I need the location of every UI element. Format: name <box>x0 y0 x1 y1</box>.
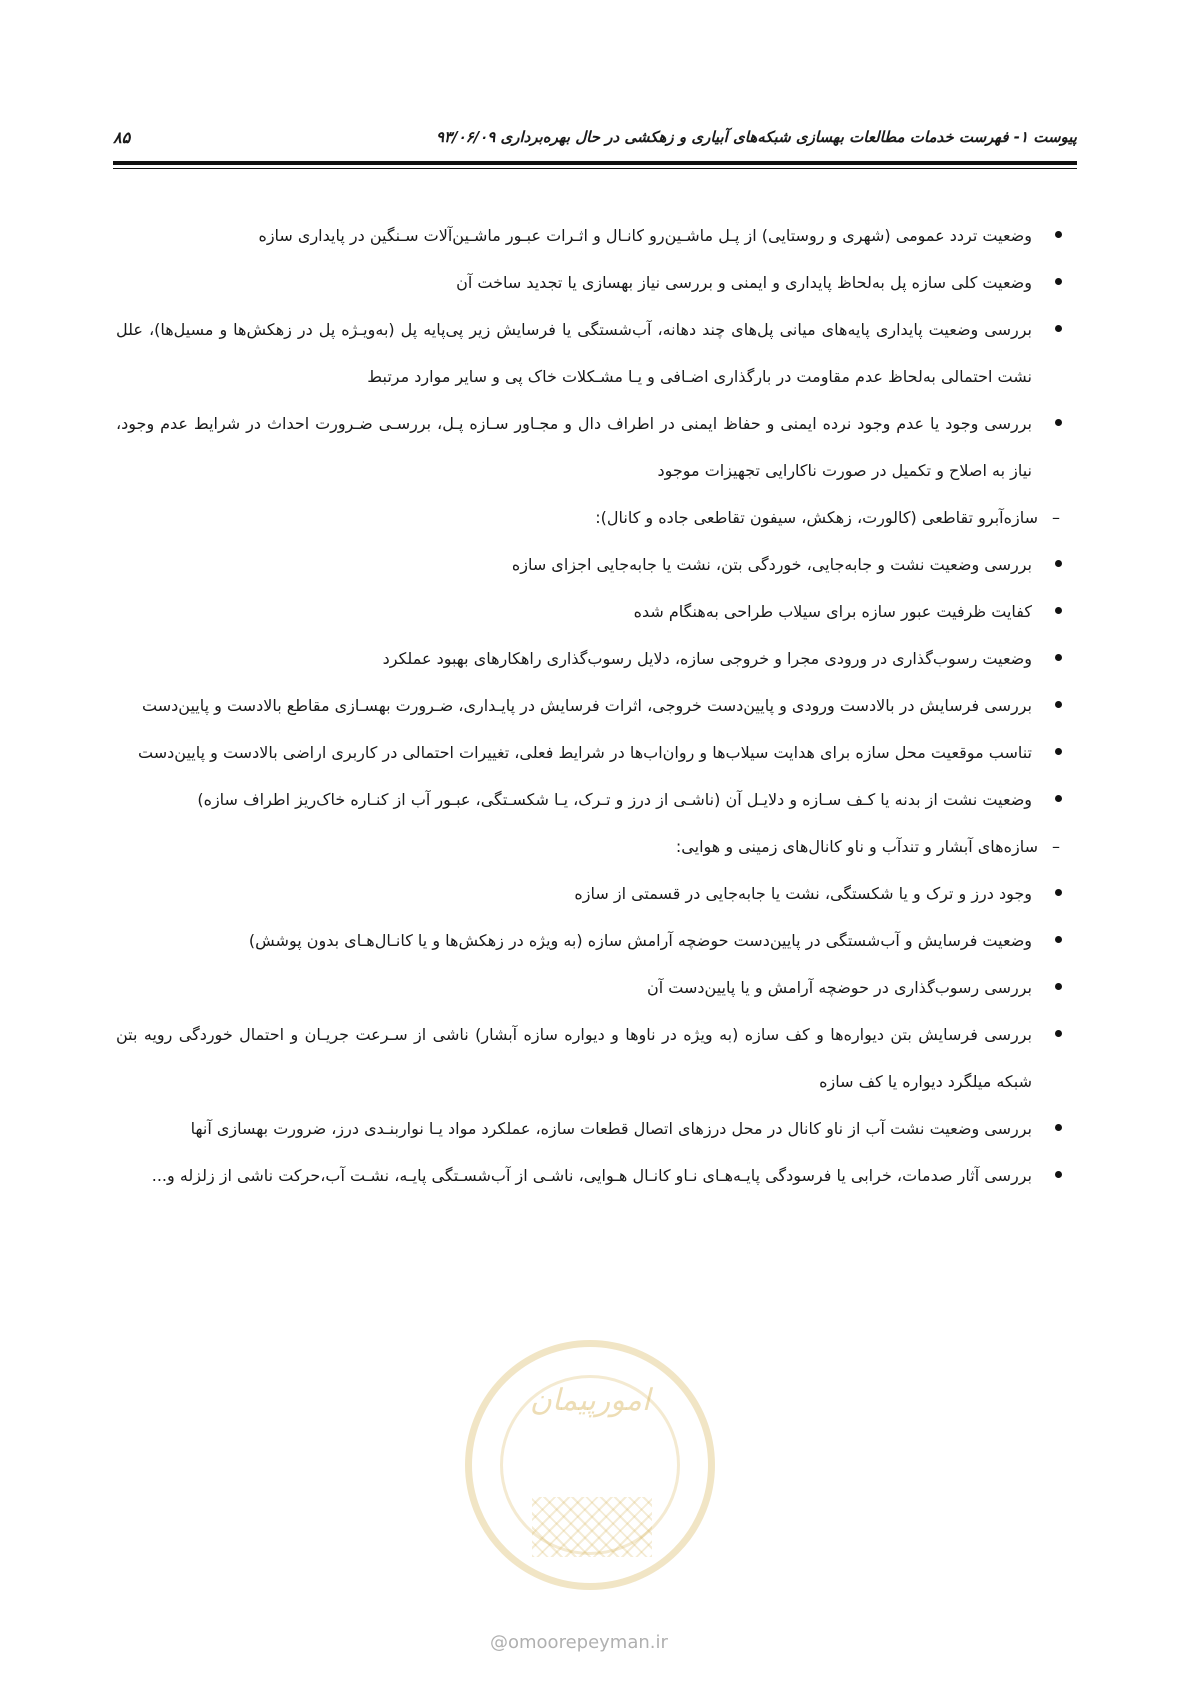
list-item <box>116 306 1070 400</box>
section-heading-text: سازه‌های آبشار و تندآب و ناو کانال‌های زمینی و هوایی: <box>675 837 1038 856</box>
header-title: پیوست ۱- فهرست خدمات مطالعات بهسازی شبکه‌های آبیاری و زهکشی در حال بهره‌برداری ۹۳/۰۶/۰۹ <box>436 128 1077 146</box>
list-item <box>116 1152 1070 1199</box>
page-number: ۸۵ <box>113 128 131 147</box>
list-item <box>116 1105 1070 1152</box>
list-item <box>116 964 1070 1011</box>
bullet-icon <box>1055 795 1062 802</box>
bullet-icon <box>1055 231 1062 238</box>
section-heading-text: سازه‌آبرو تقاطعی (کالورت، زهکش، سیفون تقاطعی جاده و کانال): <box>595 508 1038 527</box>
page-header <box>113 128 1077 154</box>
list-item-text: وضعیت رسوب‌گذاری در ورودی مجرا و خروجی سازه، دلایل رسوب‌گذاری راهکارهای بهبود عملکرد <box>382 649 1032 668</box>
bullet-icon <box>1055 1171 1062 1178</box>
list-item-text: وضعیت نشت از بدنه یا کـف سـازه و دلایـل آن (ناشـی از درز و تـرک، یـا شکسـتگی، عبـور آب از کنـاره خاک‌ریز اطراف سازه) <box>197 790 1032 809</box>
bullet-icon <box>1055 889 1062 896</box>
bullet-icon <box>1055 1030 1062 1037</box>
list-item-text: بررسی فرسایش بتن دیواره‌ها و کف سازه (به ویژه در ناوها و دیواره سازه آبشار) ناشی از سـرعت جریـان و احتمال خوردگی رویه بتن شبکه میلگرد دیواره یا کف سازه <box>116 1025 1032 1091</box>
list-item-text: وضعیت کلی سازه پل به‌لحاظ پایداری و ایمنی و بررسی نیاز بهسازی یا تجدید ساخت آن <box>456 273 1032 292</box>
bullet-icon <box>1055 748 1062 755</box>
list-item-text: بررسی وضعیت نشت آب از ناو کانال در محل درزهای اتصال قطعات سازه، عملکرد مواد یـا نواربنـدی درز، ضرورت بهسازی آنها <box>190 1119 1032 1138</box>
section-heading-culvert <box>116 494 1060 541</box>
list-item <box>116 541 1070 588</box>
list-item-text: بررسی رسوب‌گذاری در حوضچه آرامش و یا پایین‌دست آن <box>647 978 1032 997</box>
list-item-text: بررسی آثار صدمات، خرابی یا فرسودگی پایـه‌هـای نـاو کانـال هـوایی، ناشـی از آب‌شسـتگی پایـه، نشـت آب،حرکت ناشی از زلزله و... <box>151 1166 1032 1185</box>
bullet-icon <box>1055 701 1062 708</box>
watermark-grid-icon <box>532 1497 652 1557</box>
list-item-text: بررسی وضعیت پایداری پایه‌های میانی پل‌های چند دهانه، آب‌شستگی یا فرسایش زیر پی‌پایه پل (به‌ویـژه پل در زهکش‌ها و مسیل‌ها)، علل نشت احتمالی به‌لحاظ عدم مقاومت در بارگذاری اضـافی و یـا مشـکلات خاک پی و سایر موارد مرتبط <box>116 320 1032 386</box>
watermark-logo <box>465 1340 715 1590</box>
header-rule-thin <box>113 168 1077 169</box>
list-item <box>116 400 1070 494</box>
bullet-icon <box>1055 1124 1062 1131</box>
bullet-icon <box>1055 419 1062 426</box>
dash-icon: – <box>1052 837 1060 856</box>
list-item <box>116 1011 1070 1105</box>
list-item <box>116 729 1070 776</box>
list-item-text: کفایت ظرفیت عبور سازه برای سیلاب طراحی به‌هنگام شده <box>633 602 1032 621</box>
waterfall-checklist <box>116 870 1070 1199</box>
bridge-checklist <box>116 212 1070 494</box>
list-item <box>116 776 1070 823</box>
section-heading-waterfall <box>116 823 1060 870</box>
culvert-checklist <box>116 541 1070 823</box>
bullet-icon <box>1055 607 1062 614</box>
list-item <box>116 870 1070 917</box>
header-rule-thick <box>113 161 1077 165</box>
list-item <box>116 917 1070 964</box>
document-body <box>116 212 1070 1199</box>
list-item-text: وضعیت تردد عمومی (شهری و روستایی) از پـل ماشـین‌رو کانـال و اثـرات عبـور ماشـین‌آلات سـنگین در پایداری سازه <box>258 226 1032 245</box>
bullet-icon <box>1055 325 1062 332</box>
bullet-icon <box>1055 936 1062 943</box>
list-item-text: وضعیت فرسایش و آب‌شستگی در پایین‌دست حوضچه آرامش سازه (به ویژه در زهکش‌ها و یا کانـال‌هـای بدون پوشش) <box>248 931 1032 950</box>
watermark-logo-text: امورپیمان <box>529 1383 651 1418</box>
bullet-icon <box>1055 983 1062 990</box>
list-item-text: بررسی وجود یا عدم وجود نرده ایمنی و حفاظ ایمنی در اطراف دال و مجـاور سـازه پـل، بررسـی ضـرورت احداث در شرایط عدم وجود، نیاز به اصلاح و تکمیل در صورت ناکارایی تجهیزات موجود <box>116 414 1032 480</box>
list-item <box>116 635 1070 682</box>
list-item-text: وجود درز و ترک و یا شکستگی، نشت یا جابه‌جایی در قسمتی از سازه <box>574 884 1032 903</box>
list-item <box>116 682 1070 729</box>
dash-icon: – <box>1052 508 1060 527</box>
bullet-icon <box>1055 278 1062 285</box>
list-item-text: بررسی وضعیت نشت و جابه‌جایی، خوردگی بتن، نشت یا جابه‌جایی اجزای سازه <box>511 555 1032 574</box>
list-item <box>116 588 1070 635</box>
bullet-icon <box>1055 654 1062 661</box>
bullet-icon <box>1055 560 1062 567</box>
list-item <box>116 212 1070 259</box>
watermark-url: @omoorepeyman.ir <box>490 1632 668 1653</box>
list-item-text: بررسی فرسایش در بالادست ورودی و پایین‌دست خروجی، اثرات فرسایش در پایـداری، ضـرورت بهسـازی مقاطع بالادست و پایین‌دست <box>142 696 1032 715</box>
list-item-text: تناسب موقعیت محل سازه برای هدایت سیلاب‌ها و روان‌اب‌ها در شرایط فعلی، تغییرات احتمالی در کاربری اراضی بالادست و پایین‌دست <box>138 743 1032 762</box>
list-item <box>116 259 1070 306</box>
